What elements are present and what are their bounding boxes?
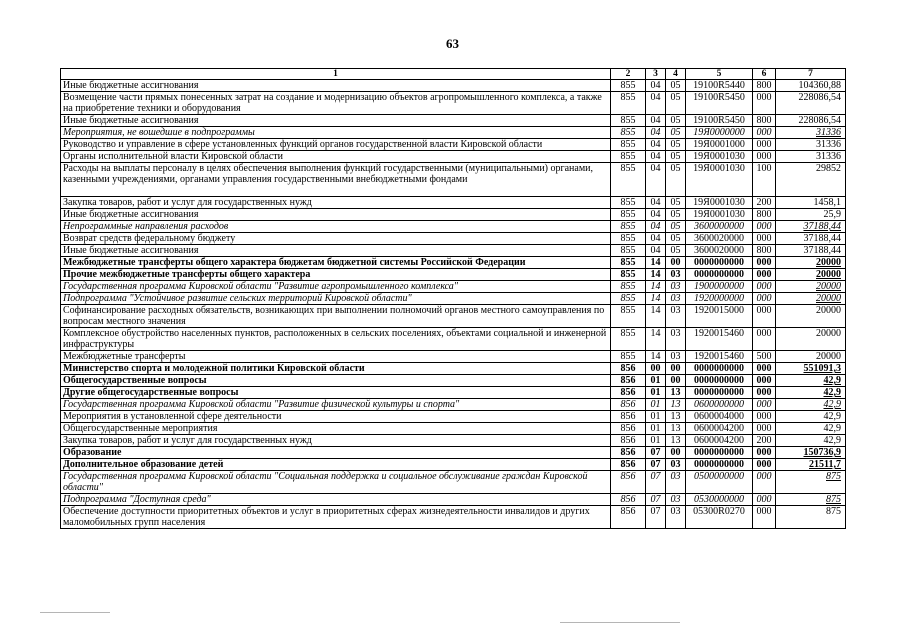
row-code-glava-cell: 855 bbox=[611, 151, 646, 163]
header-col-5: 5 bbox=[686, 69, 753, 80]
row-code-glava-cell: 855 bbox=[611, 305, 646, 328]
row-code-vr-cell: 000 bbox=[753, 387, 776, 399]
row-amount-cell: 1458,1 bbox=[776, 197, 846, 209]
row-code-csr-cell: 0500000000 bbox=[686, 471, 753, 494]
row-code-vr-cell: 000 bbox=[753, 459, 776, 471]
row-code-razdel-cell: 04 bbox=[646, 127, 666, 139]
row-amount-cell: 31336 bbox=[776, 127, 846, 139]
row-code-vr-cell: 000 bbox=[753, 257, 776, 269]
header-row bbox=[61, 69, 846, 80]
row-code-csr-cell: 19Я0001030 bbox=[686, 197, 753, 209]
row-name-cell: Закупка товаров, работ и услуг для государственных нужд bbox=[61, 435, 611, 447]
row-code-razdel-cell: 04 bbox=[646, 245, 666, 257]
row-code-razdel-cell: 01 bbox=[646, 399, 666, 411]
row-code-glava-cell: 855 bbox=[611, 257, 646, 269]
row-code-vr-cell: 000 bbox=[753, 399, 776, 411]
row-code-podrazdel-cell: 03 bbox=[666, 293, 686, 305]
row-code-vr-cell: 000 bbox=[753, 328, 776, 351]
row-code-glava-cell: 855 bbox=[611, 245, 646, 257]
row-code-razdel-cell: 04 bbox=[646, 163, 666, 197]
row-code-glava-cell: 855 bbox=[611, 328, 646, 351]
row-name-cell: Закупка товаров, работ и услуг для государственных нужд bbox=[61, 197, 611, 209]
header-col-2: 2 bbox=[611, 69, 646, 80]
row-code-razdel-cell: 04 bbox=[646, 233, 666, 245]
row-code-vr-cell: 800 bbox=[753, 245, 776, 257]
row-code-glava-cell: 855 bbox=[611, 127, 646, 139]
row-amount-cell: 42,9 bbox=[776, 375, 846, 387]
row-name-cell: Подпрограмма "Доступная среда" bbox=[61, 494, 611, 506]
row-code-razdel-cell: 14 bbox=[646, 351, 666, 363]
row-code-podrazdel-cell: 05 bbox=[666, 233, 686, 245]
scan-artifact-right bbox=[560, 622, 680, 623]
row-code-vr-cell: 000 bbox=[753, 92, 776, 115]
row-name-cell: Общегосударственные мероприятия bbox=[61, 423, 611, 435]
table-row bbox=[61, 209, 846, 221]
row-code-csr-cell: 19Я0001030 bbox=[686, 209, 753, 221]
row-name-cell: Софинансирование расходных обязательств, возникающих при выполнении полномочий органов местного самоуправления по вопросам местного значения bbox=[61, 305, 611, 328]
row-code-vr-cell: 000 bbox=[753, 221, 776, 233]
row-amount-cell: 29852 bbox=[776, 163, 846, 197]
row-code-podrazdel-cell: 03 bbox=[666, 506, 686, 529]
row-code-csr-cell: 0600004200 bbox=[686, 435, 753, 447]
row-code-razdel-cell: 04 bbox=[646, 221, 666, 233]
row-amount-cell: 21511,7 bbox=[776, 459, 846, 471]
row-code-razdel-cell: 04 bbox=[646, 80, 666, 92]
row-code-csr-cell: 0000000000 bbox=[686, 447, 753, 459]
row-name-cell: Общегосударственные вопросы bbox=[61, 375, 611, 387]
row-amount-cell: 25,9 bbox=[776, 209, 846, 221]
row-code-podrazdel-cell: 13 bbox=[666, 399, 686, 411]
row-code-vr-cell: 000 bbox=[753, 494, 776, 506]
row-code-glava-cell: 856 bbox=[611, 411, 646, 423]
table-row bbox=[61, 471, 846, 494]
row-name-cell: Мероприятия, не вошедшие в подпрограммы bbox=[61, 127, 611, 139]
row-name-cell: Руководство и управление в сфере установленных функций органов государственной власти Кировской области bbox=[61, 139, 611, 151]
row-code-csr-cell: 19Я0001030 bbox=[686, 163, 753, 197]
row-code-glava-cell: 855 bbox=[611, 351, 646, 363]
row-code-podrazdel-cell: 05 bbox=[666, 221, 686, 233]
row-code-razdel-cell: 14 bbox=[646, 305, 666, 328]
row-code-razdel-cell: 07 bbox=[646, 447, 666, 459]
row-code-razdel-cell: 07 bbox=[646, 459, 666, 471]
row-code-podrazdel-cell: 03 bbox=[666, 281, 686, 293]
row-code-vr-cell: 000 bbox=[753, 151, 776, 163]
row-name-cell: Комплексное обустройство населенных пунктов, расположенных в сельских поселениях, объектами социальной и инженерной инфраструктуры bbox=[61, 328, 611, 351]
row-amount-cell: 875 bbox=[776, 506, 846, 529]
row-code-razdel-cell: 07 bbox=[646, 471, 666, 494]
row-code-razdel-cell: 04 bbox=[646, 151, 666, 163]
row-code-vr-cell: 100 bbox=[753, 163, 776, 197]
row-name-cell: Государственная программа Кировской области "Социальная поддержка и социальное обслуживание граждан Кировской области" bbox=[61, 471, 611, 494]
row-amount-cell: 37188,44 bbox=[776, 221, 846, 233]
row-code-csr-cell: 1920015460 bbox=[686, 328, 753, 351]
row-code-csr-cell: 0530000000 bbox=[686, 494, 753, 506]
row-code-podrazdel-cell: 05 bbox=[666, 163, 686, 197]
row-code-podrazdel-cell: 05 bbox=[666, 197, 686, 209]
table-row bbox=[61, 328, 846, 351]
row-code-csr-cell: 3600000000 bbox=[686, 221, 753, 233]
row-code-csr-cell: 0600004200 bbox=[686, 423, 753, 435]
row-code-vr-cell: 000 bbox=[753, 471, 776, 494]
table-row bbox=[61, 494, 846, 506]
row-name-cell: Дополнительное образование детей bbox=[61, 459, 611, 471]
row-code-glava-cell: 855 bbox=[611, 80, 646, 92]
row-name-cell: Мероприятия в установленной сфере деятельности bbox=[61, 411, 611, 423]
table-row bbox=[61, 447, 846, 459]
table-row bbox=[61, 163, 846, 197]
row-amount-cell: 42,9 bbox=[776, 399, 846, 411]
row-code-glava-cell: 856 bbox=[611, 387, 646, 399]
row-code-vr-cell: 000 bbox=[753, 506, 776, 529]
table-row bbox=[61, 197, 846, 209]
row-amount-cell: 228086,54 bbox=[776, 92, 846, 115]
row-code-csr-cell: 0000000000 bbox=[686, 387, 753, 399]
row-code-glava-cell: 855 bbox=[611, 269, 646, 281]
row-code-podrazdel-cell: 03 bbox=[666, 328, 686, 351]
row-code-podrazdel-cell: 05 bbox=[666, 245, 686, 257]
table-row bbox=[61, 423, 846, 435]
row-amount-cell: 20000 bbox=[776, 281, 846, 293]
row-code-podrazdel-cell: 05 bbox=[666, 127, 686, 139]
row-code-csr-cell: 05300R0270 bbox=[686, 506, 753, 529]
row-code-vr-cell: 800 bbox=[753, 209, 776, 221]
row-code-razdel-cell: 04 bbox=[646, 139, 666, 151]
row-code-csr-cell: 19100R5450 bbox=[686, 115, 753, 127]
table-row bbox=[61, 399, 846, 411]
row-code-csr-cell: 1920000000 bbox=[686, 293, 753, 305]
row-code-csr-cell: 1920015000 bbox=[686, 305, 753, 328]
row-name-cell: Иные бюджетные ассигнования bbox=[61, 80, 611, 92]
row-code-glava-cell: 856 bbox=[611, 363, 646, 375]
row-code-vr-cell: 000 bbox=[753, 363, 776, 375]
table-row bbox=[61, 139, 846, 151]
row-code-razdel-cell: 04 bbox=[646, 115, 666, 127]
row-code-csr-cell: 1900000000 bbox=[686, 281, 753, 293]
row-code-podrazdel-cell: 03 bbox=[666, 459, 686, 471]
row-name-cell: Органы исполнительной власти Кировской области bbox=[61, 151, 611, 163]
row-code-podrazdel-cell: 03 bbox=[666, 471, 686, 494]
row-name-cell: Министерство спорта и молодежной политики Кировской области bbox=[61, 363, 611, 375]
row-code-glava-cell: 856 bbox=[611, 435, 646, 447]
row-amount-cell: 37188,44 bbox=[776, 233, 846, 245]
table-row bbox=[61, 305, 846, 328]
table-row bbox=[61, 281, 846, 293]
header-col-7: 7 bbox=[776, 69, 846, 80]
row-code-csr-cell: 0600000000 bbox=[686, 399, 753, 411]
row-code-csr-cell: 19Я0001000 bbox=[686, 139, 753, 151]
row-amount-cell: 37188,44 bbox=[776, 245, 846, 257]
row-code-podrazdel-cell: 13 bbox=[666, 423, 686, 435]
row-amount-cell: 875 bbox=[776, 471, 846, 494]
table-row bbox=[61, 411, 846, 423]
row-code-glava-cell: 856 bbox=[611, 506, 646, 529]
row-code-vr-cell: 800 bbox=[753, 115, 776, 127]
row-name-cell: Иные бюджетные ассигнования bbox=[61, 209, 611, 221]
row-code-glava-cell: 855 bbox=[611, 221, 646, 233]
row-amount-cell: 20000 bbox=[776, 293, 846, 305]
row-code-podrazdel-cell: 00 bbox=[666, 363, 686, 375]
row-amount-cell: 551091,3 bbox=[776, 363, 846, 375]
row-code-podrazdel-cell: 13 bbox=[666, 411, 686, 423]
row-name-cell: Возмещение части прямых понесенных затрат на создание и модернизацию объектов агропромышленного комплекса, а также на приобретение техники и оборудования bbox=[61, 92, 611, 115]
row-code-csr-cell: 0000000000 bbox=[686, 257, 753, 269]
row-amount-cell: 42,9 bbox=[776, 387, 846, 399]
row-amount-cell: 150736,9 bbox=[776, 447, 846, 459]
row-amount-cell: 31336 bbox=[776, 139, 846, 151]
row-name-cell: Возврат средств федеральному бюджету bbox=[61, 233, 611, 245]
row-code-csr-cell: 0600004000 bbox=[686, 411, 753, 423]
table-row bbox=[61, 375, 846, 387]
table-row bbox=[61, 127, 846, 139]
row-code-razdel-cell: 04 bbox=[646, 197, 666, 209]
row-code-glava-cell: 855 bbox=[611, 92, 646, 115]
row-name-cell: Непрограммные направления расходов bbox=[61, 221, 611, 233]
page-number: 63 bbox=[446, 36, 459, 51]
row-code-razdel-cell: 01 bbox=[646, 387, 666, 399]
row-code-podrazdel-cell: 00 bbox=[666, 447, 686, 459]
row-code-podrazdel-cell: 05 bbox=[666, 92, 686, 115]
row-amount-cell: 31336 bbox=[776, 151, 846, 163]
row-code-glava-cell: 856 bbox=[611, 459, 646, 471]
row-code-podrazdel-cell: 03 bbox=[666, 269, 686, 281]
row-code-glava-cell: 855 bbox=[611, 233, 646, 245]
row-code-csr-cell: 19Я0000000 bbox=[686, 127, 753, 139]
row-code-csr-cell: 0000000000 bbox=[686, 459, 753, 471]
row-code-podrazdel-cell: 13 bbox=[666, 387, 686, 399]
row-code-vr-cell: 000 bbox=[753, 411, 776, 423]
row-code-vr-cell: 200 bbox=[753, 435, 776, 447]
row-name-cell: Другие общегосударственные вопросы bbox=[61, 387, 611, 399]
row-code-razdel-cell: 01 bbox=[646, 411, 666, 423]
row-code-podrazdel-cell: 05 bbox=[666, 80, 686, 92]
row-code-razdel-cell: 00 bbox=[646, 363, 666, 375]
row-code-csr-cell: 0000000000 bbox=[686, 363, 753, 375]
row-code-podrazdel-cell: 13 bbox=[666, 435, 686, 447]
budget-table bbox=[60, 68, 846, 529]
table-row bbox=[61, 363, 846, 375]
row-name-cell: Подпрограмма "Устойчивое развитие сельских территорий Кировской области" bbox=[61, 293, 611, 305]
row-name-cell: Расходы на выплаты персоналу в целях обеспечения выполнения функций государственными (муниципальными) органами, казенными учреждениями, органами управления государственными внебюджетными фондами bbox=[61, 163, 611, 197]
row-code-glava-cell: 856 bbox=[611, 399, 646, 411]
row-name-cell: Прочие межбюджетные трансферты общего характера bbox=[61, 269, 611, 281]
row-code-razdel-cell: 04 bbox=[646, 92, 666, 115]
row-amount-cell: 228086,54 bbox=[776, 115, 846, 127]
row-amount-cell: 875 bbox=[776, 494, 846, 506]
row-code-razdel-cell: 01 bbox=[646, 435, 666, 447]
row-name-cell: Иные бюджетные ассигнования bbox=[61, 115, 611, 127]
row-code-vr-cell: 000 bbox=[753, 233, 776, 245]
row-name-cell: Обеспечение доступности приоритетных объектов и услуг в приоритетных сферах жизнедеятельности инвалидов и других маломобильных групп населения bbox=[61, 506, 611, 529]
row-code-glava-cell: 855 bbox=[611, 209, 646, 221]
row-code-vr-cell: 000 bbox=[753, 293, 776, 305]
row-code-vr-cell: 800 bbox=[753, 80, 776, 92]
row-code-razdel-cell: 14 bbox=[646, 281, 666, 293]
row-code-csr-cell: 19Я0001030 bbox=[686, 151, 753, 163]
row-code-podrazdel-cell: 00 bbox=[666, 257, 686, 269]
row-code-podrazdel-cell: 03 bbox=[666, 494, 686, 506]
row-code-razdel-cell: 01 bbox=[646, 375, 666, 387]
table-row bbox=[61, 80, 846, 92]
row-amount-cell: 42,9 bbox=[776, 435, 846, 447]
row-code-vr-cell: 000 bbox=[753, 139, 776, 151]
row-amount-cell: 42,9 bbox=[776, 411, 846, 423]
row-code-vr-cell: 500 bbox=[753, 351, 776, 363]
row-code-razdel-cell: 14 bbox=[646, 257, 666, 269]
row-code-glava-cell: 855 bbox=[611, 115, 646, 127]
table-row bbox=[61, 269, 846, 281]
table-row bbox=[61, 387, 846, 399]
table-row bbox=[61, 92, 846, 115]
row-code-razdel-cell: 01 bbox=[646, 423, 666, 435]
table-row bbox=[61, 435, 846, 447]
row-code-podrazdel-cell: 00 bbox=[666, 375, 686, 387]
row-code-vr-cell: 000 bbox=[753, 375, 776, 387]
row-name-cell: Государственная программа Кировской области "Развитие агропромышленного комплекса" bbox=[61, 281, 611, 293]
row-code-csr-cell: 3600020000 bbox=[686, 233, 753, 245]
row-code-glava-cell: 855 bbox=[611, 139, 646, 151]
row-code-glava-cell: 856 bbox=[611, 375, 646, 387]
row-amount-cell: 20000 bbox=[776, 269, 846, 281]
table-row bbox=[61, 151, 846, 163]
header-col-1: 1 bbox=[61, 69, 611, 80]
row-name-cell: Иные бюджетные ассигнования bbox=[61, 245, 611, 257]
table-row bbox=[61, 221, 846, 233]
row-code-csr-cell: 3600020000 bbox=[686, 245, 753, 257]
row-name-cell: Образование bbox=[61, 447, 611, 459]
header-col-6: 6 bbox=[753, 69, 776, 80]
row-code-vr-cell: 000 bbox=[753, 447, 776, 459]
row-code-glava-cell: 855 bbox=[611, 293, 646, 305]
table-row bbox=[61, 257, 846, 269]
table-row bbox=[61, 506, 846, 529]
table-row bbox=[61, 233, 846, 245]
row-code-podrazdel-cell: 05 bbox=[666, 139, 686, 151]
scan-artifact-left bbox=[40, 612, 110, 613]
row-code-podrazdel-cell: 05 bbox=[666, 115, 686, 127]
row-code-csr-cell: 19100R5440 bbox=[686, 80, 753, 92]
row-code-csr-cell: 19100R5450 bbox=[686, 92, 753, 115]
row-code-vr-cell: 200 bbox=[753, 197, 776, 209]
row-amount-cell: 20000 bbox=[776, 328, 846, 351]
row-code-razdel-cell: 14 bbox=[646, 293, 666, 305]
row-code-vr-cell: 000 bbox=[753, 305, 776, 328]
row-code-razdel-cell: 14 bbox=[646, 328, 666, 351]
table-row bbox=[61, 351, 846, 363]
row-code-vr-cell: 000 bbox=[753, 423, 776, 435]
row-code-glava-cell: 855 bbox=[611, 281, 646, 293]
row-amount-cell: 20000 bbox=[776, 351, 846, 363]
row-code-podrazdel-cell: 05 bbox=[666, 209, 686, 221]
row-code-glava-cell: 856 bbox=[611, 447, 646, 459]
row-amount-cell: 104360,88 bbox=[776, 80, 846, 92]
row-name-cell: Межбюджетные трансферты общего характера бюджетам бюджетной системы Российской Федерации bbox=[61, 257, 611, 269]
table-row bbox=[61, 459, 846, 471]
row-code-razdel-cell: 07 bbox=[646, 494, 666, 506]
row-code-podrazdel-cell: 05 bbox=[666, 151, 686, 163]
row-code-razdel-cell: 04 bbox=[646, 209, 666, 221]
row-amount-cell: 42,9 bbox=[776, 423, 846, 435]
row-code-vr-cell: 000 bbox=[753, 269, 776, 281]
row-amount-cell: 20000 bbox=[776, 305, 846, 328]
row-code-csr-cell: 0000000000 bbox=[686, 375, 753, 387]
row-code-podrazdel-cell: 03 bbox=[666, 305, 686, 328]
row-code-podrazdel-cell: 03 bbox=[666, 351, 686, 363]
row-code-razdel-cell: 07 bbox=[646, 506, 666, 529]
row-code-glava-cell: 855 bbox=[611, 163, 646, 197]
row-code-glava-cell: 856 bbox=[611, 423, 646, 435]
row-name-cell: Межбюджетные трансферты bbox=[61, 351, 611, 363]
table-body bbox=[61, 80, 846, 529]
row-code-razdel-cell: 14 bbox=[646, 269, 666, 281]
row-code-glava-cell: 855 bbox=[611, 197, 646, 209]
row-code-glava-cell: 856 bbox=[611, 494, 646, 506]
table-row bbox=[61, 245, 846, 257]
row-name-cell: Государственная программа Кировской области "Развитие физической культуры и спорта" bbox=[61, 399, 611, 411]
row-code-csr-cell: 1920015460 bbox=[686, 351, 753, 363]
table-row bbox=[61, 115, 846, 127]
table-row bbox=[61, 293, 846, 305]
row-amount-cell: 20000 bbox=[776, 257, 846, 269]
row-code-glava-cell: 856 bbox=[611, 471, 646, 494]
row-code-csr-cell: 0000000000 bbox=[686, 269, 753, 281]
row-code-vr-cell: 000 bbox=[753, 127, 776, 139]
header-col-3: 3 bbox=[646, 69, 666, 80]
row-code-vr-cell: 000 bbox=[753, 281, 776, 293]
header-col-4: 4 bbox=[666, 69, 686, 80]
